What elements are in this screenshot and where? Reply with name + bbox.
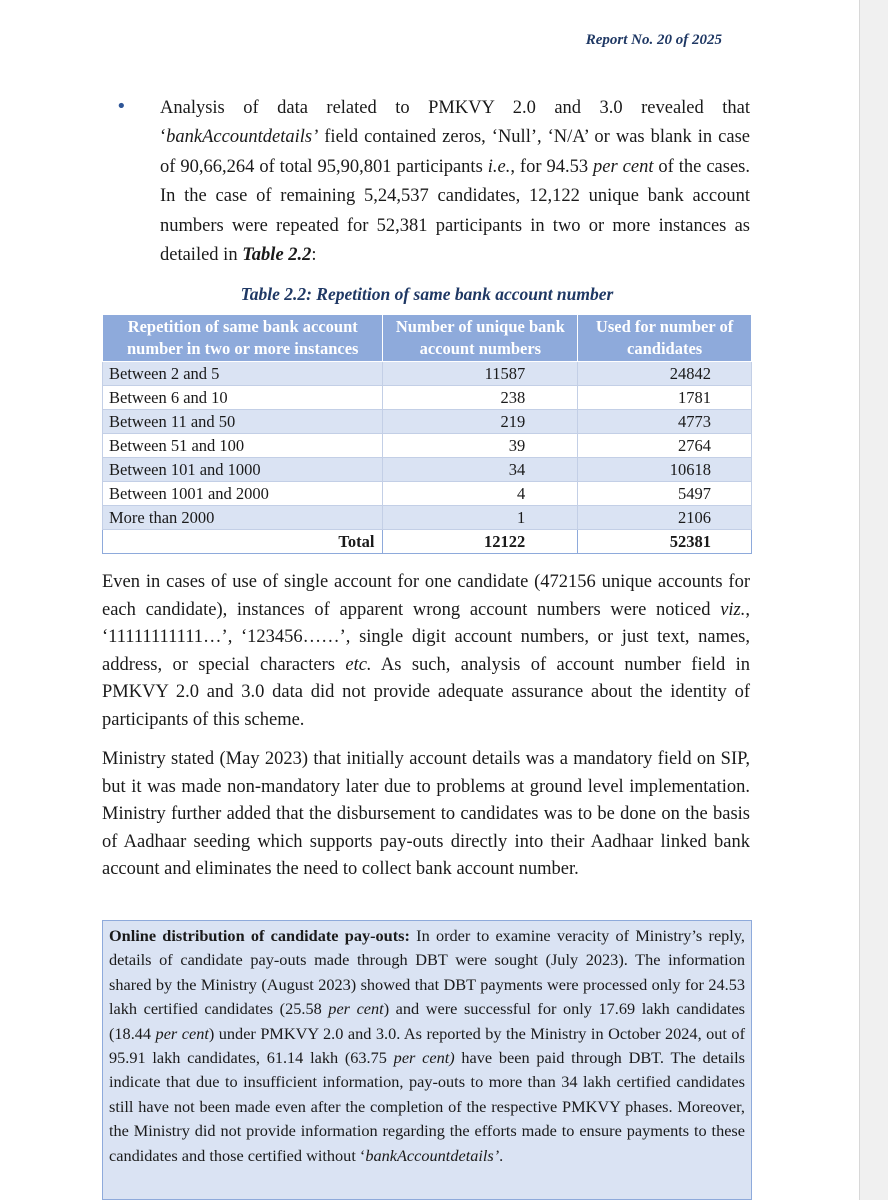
candidates-cell: 1781 xyxy=(578,386,752,410)
candidates-cell: 10618 xyxy=(578,458,752,482)
candidates-cell: 24842 xyxy=(578,362,752,386)
table-row xyxy=(103,506,752,530)
unique-accounts-cell: 238 xyxy=(383,386,578,410)
bullet-text xyxy=(160,94,750,270)
text-run: : xyxy=(311,245,317,266)
text-run: , ‘11111111111…’, ‘123456……’, single digit account numbers, or just text, names, address, or special characters xyxy=(102,599,750,675)
per-cent-italic: per cent) xyxy=(393,1048,455,1068)
unique-accounts-cell: 4 xyxy=(383,482,578,506)
column-header: Number of unique bank account numbers xyxy=(383,315,578,362)
unique-accounts-cell: 34 xyxy=(383,458,578,482)
unique-accounts-cell: 39 xyxy=(383,434,578,458)
range-cell: Between 1001 and 2000 xyxy=(103,482,383,506)
column-header: Used for number of candidates xyxy=(578,315,752,362)
text-run: Even in cases of use of single account for one candidate (472156 unique accounts for each candidate), instances of apparent wrong account numbers were noticed xyxy=(102,572,750,620)
text-run: field contained zeros, ‘Null’, ‘N/A’ or was blank in case of 90,66,264 of total 95,90,801 participants xyxy=(160,127,750,177)
table-title: Table 2.2: Repetition of same bank account number xyxy=(240,284,614,304)
payouts-highlight-box xyxy=(102,920,752,1200)
table-header-row xyxy=(103,315,752,362)
range-cell: More than 2000 xyxy=(103,506,383,530)
table-row xyxy=(103,482,752,506)
text-run: have been paid through DBT. The details indicate that due to insufficient information, pay-outs to more than 34 lakh certified candidates still have not been made even after the completion of the respective PMKVY phases. Moreover, the Ministry did not provide information regarding the efforts made to ensure payments to these candidates and those certified without ‘ xyxy=(109,1048,746,1165)
text-run: Analysis of data related to PMKVY 2.0 and 3.0 revealed that ‘ xyxy=(160,98,750,148)
text-run: In order to examine veracity of Ministry’s reply, details of candidate pay-outs made through DBT were sought (July 2023). The information shared by the Ministry (August 2023) showed that DBT payments were processed only for 24.53 lakh certified candidates (25.58 xyxy=(109,926,745,1019)
field-name-italic: bankAccountdetails’ xyxy=(365,1145,500,1165)
total-candidates: 52381 xyxy=(578,530,752,554)
candidates-cell: 4773 xyxy=(578,410,752,434)
table-row xyxy=(103,458,752,482)
unique-accounts-cell: 219 xyxy=(383,410,578,434)
candidates-cell: 2764 xyxy=(578,434,752,458)
table-row xyxy=(103,434,752,458)
table-reference: Table 2.2 xyxy=(242,245,312,266)
per-cent-italic: per cent xyxy=(328,999,384,1019)
per-cent-italic: per cent xyxy=(593,156,654,177)
table-row xyxy=(103,362,752,386)
range-cell: Between 51 and 100 xyxy=(103,434,383,458)
range-cell: Between 101 and 1000 xyxy=(103,458,383,482)
bullet-paragraph xyxy=(116,94,750,270)
column-header: Repetition of same bank account number in two or more instances xyxy=(103,315,383,362)
candidates-cell: 5497 xyxy=(578,482,752,506)
unique-accounts-cell: 11587 xyxy=(383,362,578,386)
report-number: Report No. 20 of 2025 xyxy=(585,32,722,48)
text-run: of the cases. In the case of remaining 5,24,537 candidates, 12,122 unique bank account numbers were repeated for 52,381 participants in two or more instances as detailed in xyxy=(160,156,750,266)
total-label: Total xyxy=(103,530,383,554)
box-heading: Online distribution of candidate pay-outs: xyxy=(109,926,410,945)
range-cell: Between 6 and 10 xyxy=(103,386,383,410)
text-run: , for 94.53 xyxy=(510,156,594,177)
range-cell: Between 2 and 5 xyxy=(103,362,383,386)
text-run: . xyxy=(499,1145,504,1165)
paragraph-ministry-reply: Ministry stated (May 2023) that initially account details was a mandatory field on SIP, but it was made non-mandatory later due to problems at ground level implementation. Ministry further added that the disbursement to candidates was to be done on the basis of Aadhaar seeding which supports pay-outs directly into their Aadhaar linked bank account and eliminates the need to collect bank account number. xyxy=(102,749,750,880)
etc-italic: etc. xyxy=(345,654,372,675)
text-run: ) under PMKVY 2.0 and 3.0. As reported by the Ministry in October 2024, out of 95.91 lakh candidates, 61.14 lakh (63.75 xyxy=(109,1023,745,1068)
viz-italic: viz. xyxy=(720,599,746,620)
ie-italic: i.e. xyxy=(487,156,511,177)
repetition-table xyxy=(102,314,752,554)
table-row xyxy=(103,386,752,410)
bullet-icon: • xyxy=(116,96,127,117)
text-run: As such, analysis of account number field in PMKVY 2.0 and 3.0 data did not provide adequate assurance about the identity of participants of this scheme. xyxy=(102,654,750,730)
page-edge xyxy=(859,0,888,1200)
text-run: ) and were successful for only 17.69 lakh candidates (18.44 xyxy=(109,999,746,1043)
paragraph-wrong-accounts xyxy=(102,569,750,735)
field-name-italic: bankAccountdetails’ xyxy=(166,127,319,148)
unique-accounts-cell: 1 xyxy=(383,506,578,530)
table-row xyxy=(103,410,752,434)
total-unique-accounts: 12122 xyxy=(383,530,578,554)
range-cell: Between 11 and 50 xyxy=(103,410,383,434)
candidates-cell: 2106 xyxy=(578,506,752,530)
per-cent-italic: per cent xyxy=(155,1023,209,1043)
table-total-row xyxy=(103,530,752,554)
